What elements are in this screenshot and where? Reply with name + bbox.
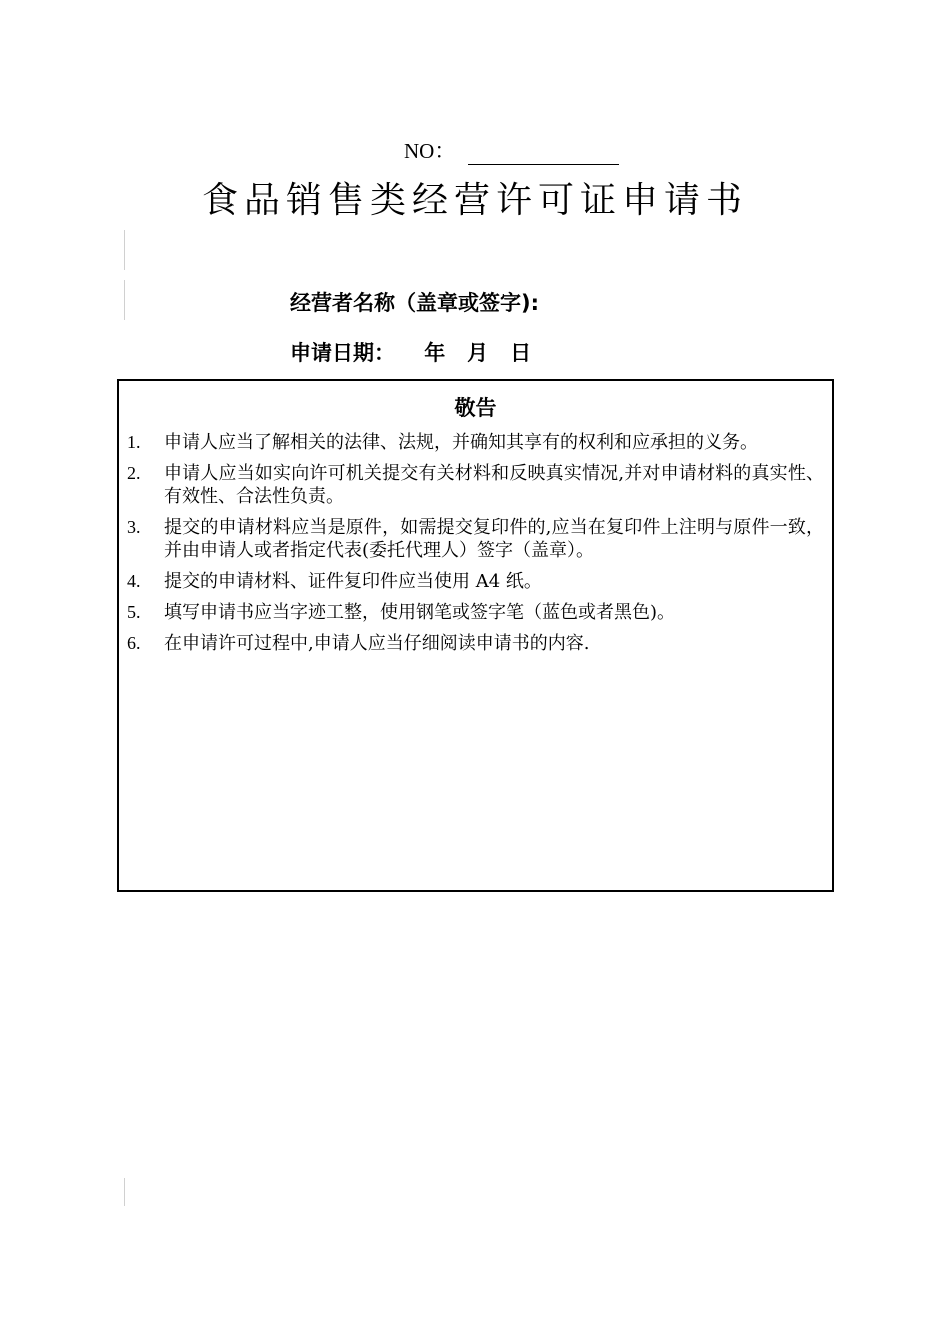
notice-box (117, 379, 834, 892)
notice-item-number: 6. (127, 633, 141, 653)
notice-item-text: 提交的申请材料、证件复印件应当使用 A4 纸。 (164, 571, 542, 592)
margin-mark (124, 280, 125, 320)
notice-item-text: 申请人应当了解相关的法律、法规，并确知其享有的权利和应承担的义务。 (164, 432, 758, 453)
notice-item-number: 4. (127, 571, 141, 591)
application-number-blank[interactable] (468, 164, 619, 165)
notice-item (127, 601, 824, 624)
notice-item-number: 5. (127, 602, 141, 622)
notice-list (127, 431, 824, 663)
notice-item (127, 516, 824, 562)
notice-item-number: 1. (127, 432, 141, 452)
operator-name-field[interactable]: 经营者名称（盖章或签字): (290, 291, 539, 315)
notice-item (127, 632, 824, 655)
notice-item (127, 462, 824, 508)
notice-item (127, 570, 824, 593)
notice-item-number: 3. (127, 517, 141, 537)
notice-title: 敬告 (454, 396, 497, 420)
notice-item-text: 申请人应当如实向许可机关提交有关材料和反映真实情况,并对申请材料的真实性、有效性、合法性负责。 (164, 463, 824, 507)
apply-date-field[interactable]: 申请日期： 年 月 日 (290, 341, 532, 365)
notice-item-text: 填写申请书应当字迹工整，使用钢笔或签字笔（蓝色或者黑色)。 (164, 602, 676, 623)
notice-item-number: 2. (127, 463, 141, 483)
margin-mark (124, 230, 125, 270)
document-title: 食品销售类经营许可证申请书 (201, 180, 748, 221)
notice-item (127, 431, 824, 454)
notice-item-text: 在申请许可过程中,申请人应当仔细阅读申请书的内容. (164, 633, 590, 654)
margin-mark (124, 1178, 125, 1206)
application-number-label: NO： (404, 139, 456, 163)
notice-item-text: 提交的申请材料应当是原件，如需提交复印件的,应当在复印件上注明与原件一致，并由申请人或者指定代表(委托代理人）签字（盖章）。 (164, 517, 824, 561)
